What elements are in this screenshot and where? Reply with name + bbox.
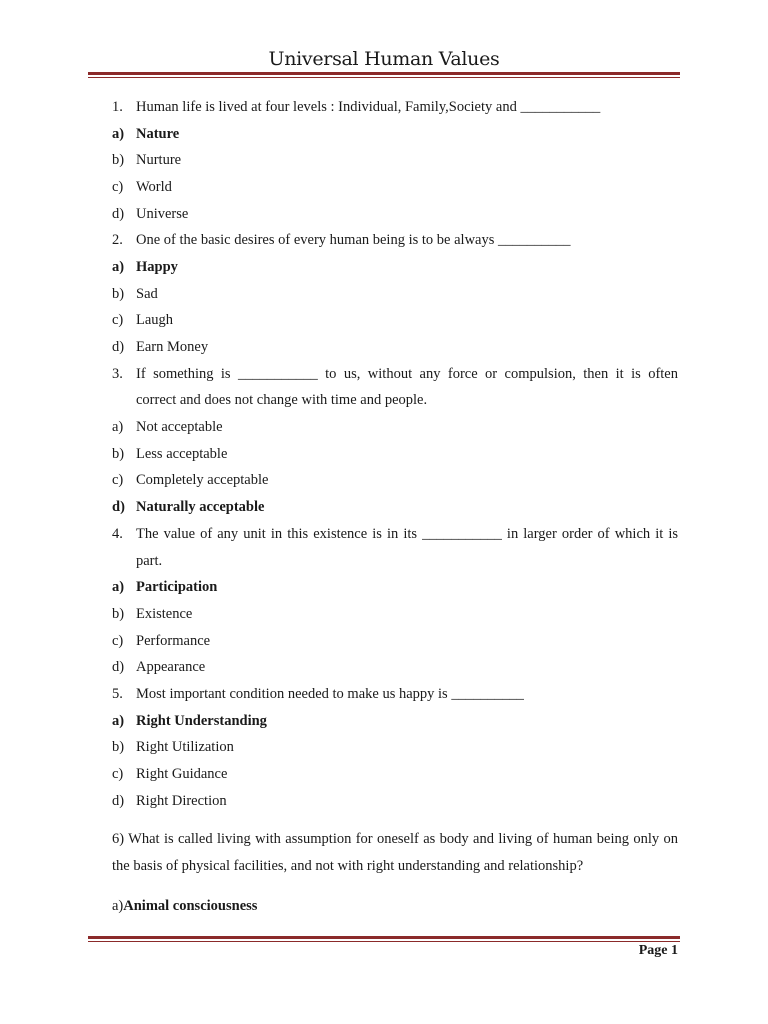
question-list bbox=[112, 94, 678, 815]
question-number: 5. bbox=[112, 685, 123, 702]
option-text: Naturally acceptable bbox=[136, 499, 265, 516]
option-marker: b) bbox=[112, 445, 125, 462]
option-correct bbox=[112, 494, 678, 521]
option-text: Sad bbox=[136, 285, 158, 302]
question-number: 3. bbox=[112, 365, 123, 382]
option-marker: c) bbox=[112, 312, 124, 329]
option bbox=[112, 628, 678, 655]
option-marker: d) bbox=[112, 339, 125, 356]
option bbox=[112, 468, 678, 495]
option-text: Right Direction bbox=[136, 792, 227, 809]
option-marker: c) bbox=[112, 632, 124, 649]
question-2 bbox=[112, 227, 678, 254]
option bbox=[112, 441, 678, 468]
question-1 bbox=[112, 94, 678, 121]
question-number: 1. bbox=[112, 98, 123, 115]
question-text: One of the basic desires of every human being is to be always __________ bbox=[136, 232, 571, 249]
option bbox=[112, 334, 678, 361]
option-text: Earn Money bbox=[136, 339, 209, 356]
option-text: Participation bbox=[136, 579, 218, 596]
option-marker: b) bbox=[112, 285, 125, 302]
option-marker: d) bbox=[112, 499, 125, 516]
option-text: Existence bbox=[136, 605, 193, 622]
option-marker: d) bbox=[112, 659, 125, 676]
option-marker: a) bbox=[112, 579, 125, 596]
page-number: Page 1 bbox=[638, 943, 678, 958]
option-marker: a) bbox=[112, 125, 125, 142]
option bbox=[112, 308, 678, 335]
question-6-text: 6) What is called living with assumption for oneself as body and living of human being only on the basis of physical facilities, and not with right understanding and relationship? bbox=[112, 831, 678, 874]
option-marker: d) bbox=[112, 792, 125, 809]
option-marker: b) bbox=[112, 152, 125, 169]
option bbox=[112, 601, 678, 628]
option-text: Right Understanding bbox=[136, 712, 267, 729]
option-marker: d) bbox=[112, 205, 125, 222]
option-marker: a) bbox=[112, 258, 125, 275]
question-4 bbox=[112, 521, 678, 548]
option-marker: c) bbox=[112, 472, 124, 489]
option-text: Happy bbox=[136, 258, 178, 275]
option bbox=[112, 281, 678, 308]
header-divider bbox=[88, 72, 680, 78]
option-text: Right Guidance bbox=[136, 766, 228, 783]
option-text: Laugh bbox=[136, 312, 174, 329]
question-3 bbox=[112, 361, 678, 388]
option-marker: c) bbox=[112, 766, 124, 783]
option-text: Universe bbox=[136, 205, 189, 222]
footer-divider bbox=[88, 936, 680, 942]
option-correct bbox=[112, 708, 678, 735]
option bbox=[112, 735, 678, 762]
option-correct bbox=[112, 121, 678, 148]
page-header-title: Universal Human Values bbox=[268, 48, 500, 70]
option-correct bbox=[112, 254, 678, 281]
option-text: Appearance bbox=[136, 659, 206, 676]
option bbox=[112, 201, 678, 228]
question-6-answer bbox=[112, 893, 678, 920]
question-text-continued: part. bbox=[136, 552, 163, 569]
option-marker: c) bbox=[112, 178, 124, 195]
question-5 bbox=[112, 681, 678, 708]
option-marker: a) bbox=[112, 419, 124, 436]
option-text: Performance bbox=[136, 632, 211, 649]
option-text: Nature bbox=[136, 125, 180, 142]
question-number: 4. bbox=[112, 525, 123, 542]
question-text: The value of any unit in this existence is in its ___________ in larger order of which it is bbox=[136, 525, 678, 542]
option-marker: b) bbox=[112, 739, 125, 756]
option bbox=[112, 761, 678, 788]
option-marker: b) bbox=[112, 605, 125, 622]
option bbox=[112, 147, 678, 174]
option-text: Completely acceptable bbox=[136, 472, 269, 489]
question-text-continued: correct and does not change with time and people. bbox=[136, 392, 428, 409]
question-text: Human life is lived at four levels : Individual, Family,Society and ___________ bbox=[136, 98, 601, 115]
option bbox=[112, 788, 678, 815]
option bbox=[112, 654, 678, 681]
option-correct bbox=[112, 574, 678, 601]
option-text: Less acceptable bbox=[136, 445, 228, 462]
option-text: Right Utilization bbox=[136, 739, 234, 756]
question-text: If something is ___________ to us, without any force or compulsion, then it is often bbox=[136, 365, 678, 382]
option-text: Nurture bbox=[136, 152, 182, 169]
option bbox=[112, 174, 678, 201]
option-text: Animal consciousness bbox=[123, 898, 258, 914]
option-text: World bbox=[136, 178, 172, 195]
question-number: 2. bbox=[112, 232, 123, 249]
option-marker: a) bbox=[112, 712, 125, 729]
question-text: Most important condition needed to make us happy is __________ bbox=[136, 685, 524, 702]
option-marker: a) bbox=[112, 898, 124, 914]
option bbox=[112, 414, 678, 441]
option-text: Not acceptable bbox=[136, 419, 223, 436]
